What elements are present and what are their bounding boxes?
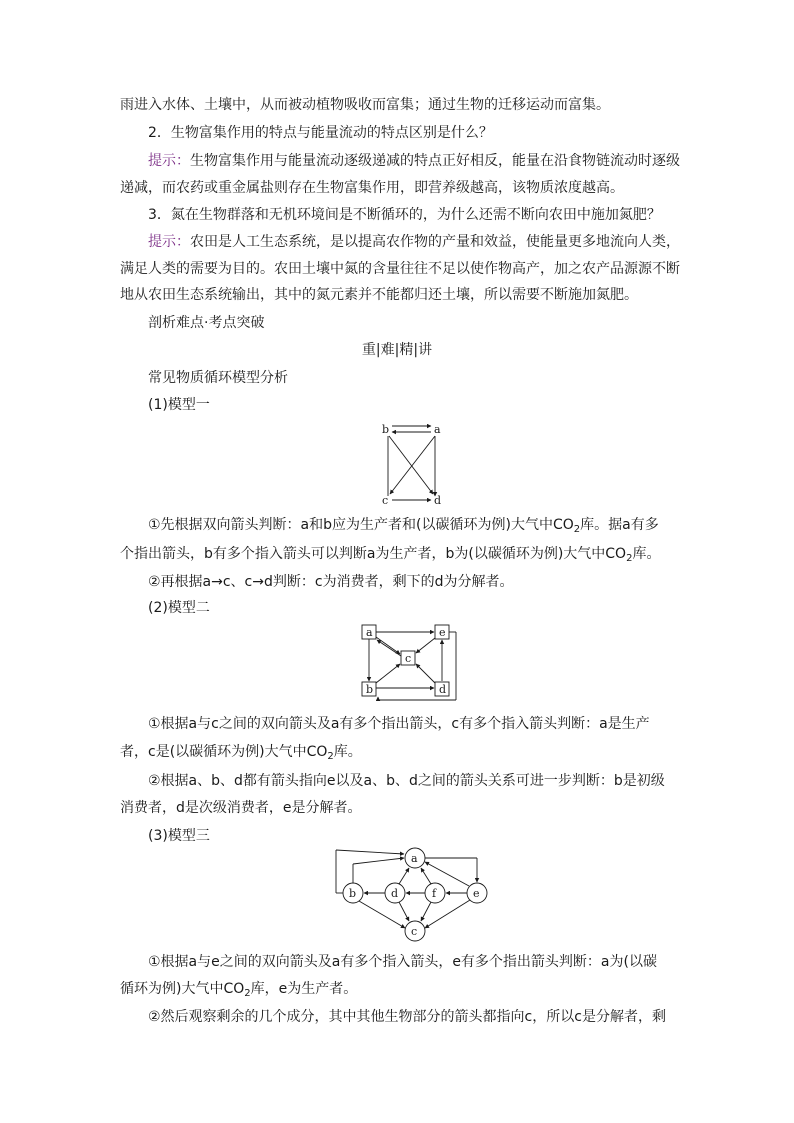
hint-label: 提示： — [148, 234, 190, 250]
model-3-paragraph-1-cont: 循环为例)大气中$CO_2$库，e为生产者。 — [120, 981, 358, 999]
node-d: d — [391, 887, 399, 900]
node-c: c — [405, 652, 412, 665]
node-f: f — [432, 887, 437, 900]
topic-title: 常见物质循环模型分析 — [148, 370, 288, 386]
model-1-paragraph-1: ①先根据双向箭头判断：a和b应为生产者和(以碳循环为例)大气中$CO_2$库。据a有多 — [148, 517, 659, 535]
node-e: e — [473, 887, 480, 900]
answer-2-line-2: 递减，而农药或重金属盐则存在生物富集作用，即营养级越高，该物质浓度越高。 — [120, 180, 624, 196]
paragraph-line: 雨进入水体、土壤中，从而被动植物吸收而富集；通过生物的迁移运动而富集。 — [120, 97, 610, 113]
answer-2-line-1 — [148, 151, 708, 171]
question-3: 3．氮在生物群落和无机环境间是不断循环的，为什么还需不断向农田中施加氮肥？ — [148, 207, 661, 223]
node-b: b — [366, 683, 374, 696]
model-1-diagram — [378, 420, 448, 510]
model-3-title: (3)模型三 — [148, 828, 210, 844]
node-b: b — [382, 423, 390, 436]
answer-3-line-1 — [148, 232, 708, 252]
model-2-paragraph-1: ①根据a与c之间的双向箭头及a有多个指出箭头，c有多个指入箭头判断：a是生产 — [148, 716, 650, 732]
node-d: d — [434, 494, 442, 507]
node-a: a — [434, 423, 441, 436]
model-1-title: (1)模型一 — [148, 397, 210, 413]
answer-3-line-3: 地从农田生态系统输出，其中的氮元素并不能都归还土壤，所以需要不断施加氮肥。 — [120, 287, 638, 303]
node-e: e — [439, 626, 446, 639]
node-c: c — [382, 494, 389, 507]
model-2-paragraph-1-cont: 者，c是(以碳循环为例)大气中$CO_2$库。 — [120, 744, 362, 762]
model-3-diagram — [333, 846, 493, 942]
node-d: d — [439, 683, 447, 696]
answer-3-text: 农田是人工生态系统，是以提高农作物的产量和效益，使能量更多地流向人类， — [190, 234, 680, 250]
model-2-title: (2)模型二 — [148, 600, 210, 616]
model-2-paragraph-2: ②根据a、b、d都有箭头指向e以及a、b、d之间的箭头关系可进一步判断：b是初级 — [148, 773, 665, 789]
model-1-paragraph-2: ②再根据a→c、c→d判断：c为消费者，剩下的d为分解者。 — [148, 574, 514, 590]
node-b: b — [349, 887, 357, 900]
model-3-paragraph-1: ①根据a与e之间的双向箭头及a有多个指入箭头，e有多个指出箭头判断：a为(以碳 — [148, 954, 657, 970]
section-title: 剖析难点·考点突破 — [148, 315, 265, 331]
model-2-paragraph-2-cont: 消费者，d是次级消费者，e是分解者。 — [120, 800, 362, 816]
answer-2-text: 生物富集作用与能量流动逐级递减的特点正好相反，能量在沿食物链流动时逐级 — [190, 153, 680, 169]
question-2: 2．生物富集作用的特点与能量流动的特点区别是什么？ — [148, 125, 493, 141]
node-a: a — [411, 852, 418, 865]
model-1-paragraph-1-cont: 个指出箭头，b有多个指入箭头可以判断a为生产者，b为(以碳循环为例)大气中$CO_2$库。 — [120, 546, 661, 564]
node-a: a — [366, 626, 373, 639]
answer-3-line-2: 满足人类的需要为目的。农田土壤中氮的含量往往不足以使作物高产，加之农产品源源不断 — [120, 261, 680, 277]
model-3-paragraph-2: ②然后观察剩余的几个成分，其中其他生物部分的箭头都指向c，所以c是分解者，剩 — [148, 1009, 666, 1025]
hint-label: 提示： — [148, 153, 190, 169]
model-2-diagram — [356, 620, 460, 702]
section-heading: 重|难|精|讲 — [361, 342, 433, 358]
node-c: c — [411, 925, 418, 938]
